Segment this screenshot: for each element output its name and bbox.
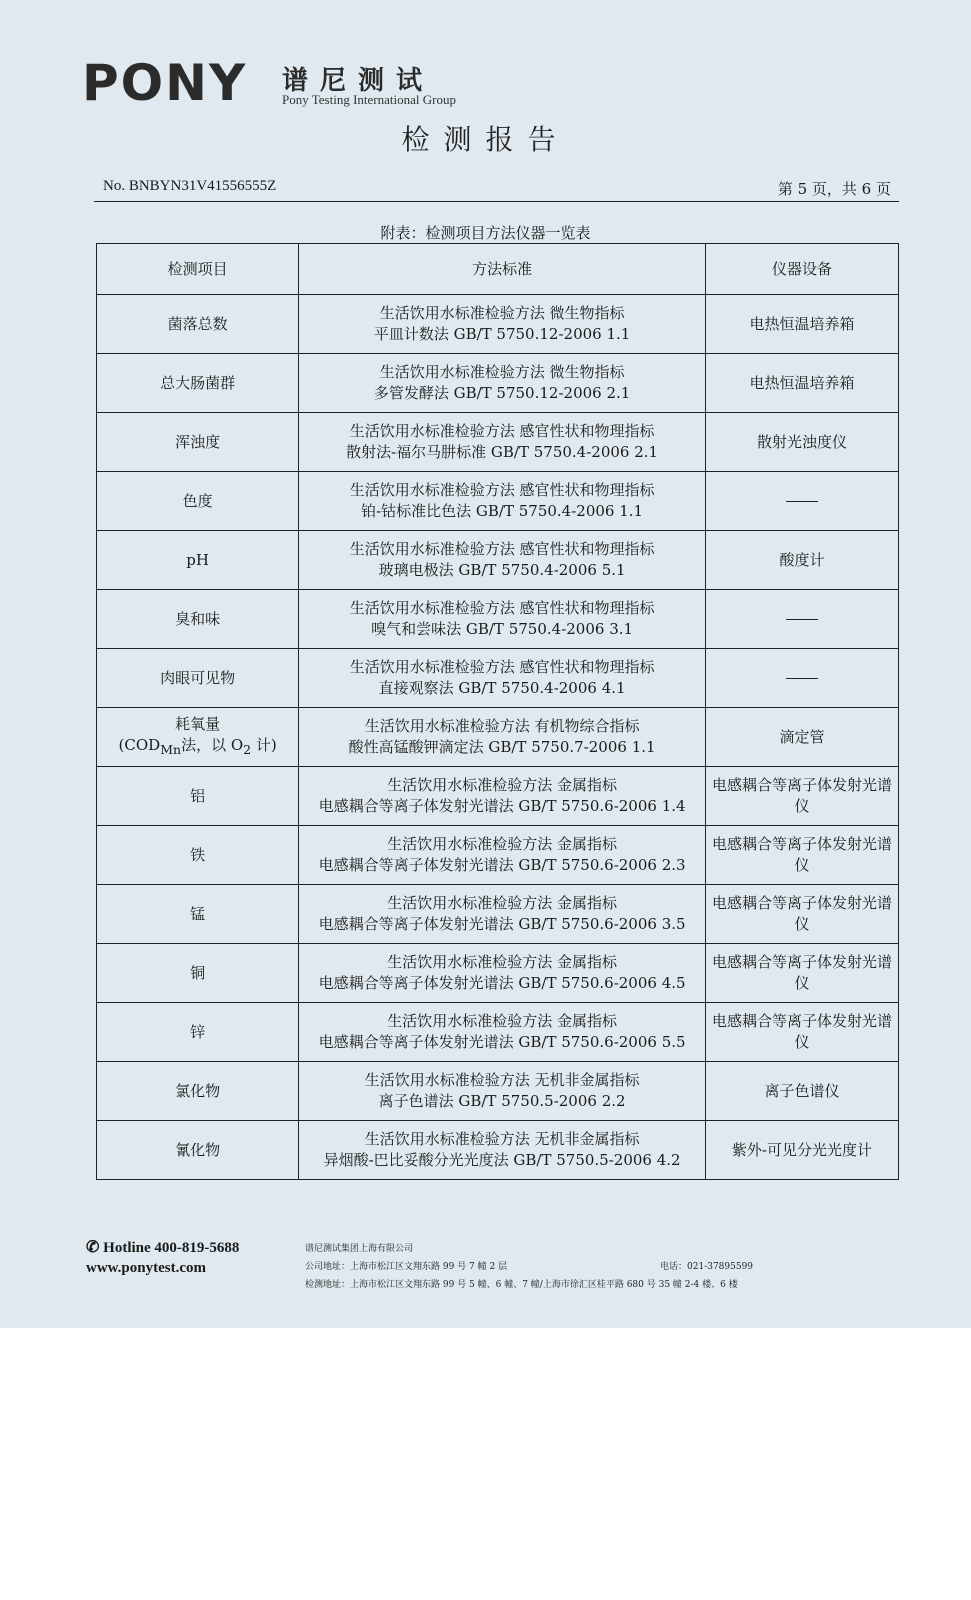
method-standard: 生活饮用水标准检验方法 金属指标 电感耦合等离子体发射光谱法 GB/T 5750.6-2006 4.5 [299,944,706,1003]
instrument: 散射光浊度仪 [705,413,898,472]
table-row [97,1003,899,1062]
method-standard: 生活饮用水标准检验方法 金属指标 电感耦合等离子体发射光谱法 GB/T 5750.6-2006 3.5 [299,885,706,944]
table-caption: 附表：检测项目方法仪器一览表 [380,224,591,242]
table-row [97,295,899,354]
method-standard: 生活饮用水标准检验方法 感官性状和物理指标 嗅气和尝味法 GB/T 5750.4-2006 3.1 [299,590,706,649]
table-header-row [97,244,899,295]
test-item: 肉眼可见物 [97,649,299,708]
method-instrument-table [96,243,899,1180]
instrument: 电感耦合等离子体发射光谱仪 [705,767,898,826]
method-standard: 生活饮用水标准检验方法 感官性状和物理指标 玻璃电极法 GB/T 5750.4-2006 5.1 [299,531,706,590]
test-item: 浑浊度 [97,413,299,472]
company-phone: 电话：021-37895599 [660,1262,754,1272]
test-item: 氯化物 [97,1062,299,1121]
method-standard: 生活饮用水标准检验方法 微生物指标 多管发酵法 GB/T 5750.12-2006 2.1 [299,354,706,413]
instrument-not-applicable [705,649,898,708]
table-row [97,944,899,1003]
company-name: 谱尼测试集团上海有限公司 [305,1244,414,1254]
instrument: 电感耦合等离子体发射光谱仪 [705,1003,898,1062]
test-item: pH [97,531,299,590]
method-standard: 生活饮用水标准检验方法 感官性状和物理指标 直接观察法 GB/T 5750.4-2006 4.1 [299,649,706,708]
footer-contact [86,1238,239,1278]
method-standard: 生活饮用水标准检验方法 无机非金属指标 异烟酸-巴比妥酸分光光度法 GB/T 5750.5-2006 4.2 [299,1121,706,1180]
table-row [97,649,899,708]
test-item: 锌 [97,1003,299,1062]
footer-company-info [305,1240,865,1294]
column-header-method: 方法标准 [299,244,706,295]
test-item: 臭和味 [97,590,299,649]
table-row [97,1062,899,1121]
table-row [97,531,899,590]
dash-mark [786,678,818,679]
instrument: 酸度计 [705,531,898,590]
instrument: 电感耦合等离子体发射光谱仪 [705,826,898,885]
table-row [97,413,899,472]
table-row [97,472,899,531]
logo-wordmark: PONY [82,54,248,112]
report-number: No. BNBYN31V41556555Z [103,178,277,194]
instrument: 电热恒温培养箱 [705,295,898,354]
logo-english-name: Pony Testing International Group [282,92,456,107]
page-indicator: 第 5 页，共 6 页 [777,180,891,198]
instrument: 电热恒温培养箱 [705,354,898,413]
company-address: 公司地址：上海市松江区文翔东路 99 号 7 幢 2 层 [305,1262,508,1272]
header-divider [94,201,899,202]
instrument: 电感耦合等离子体发射光谱仪 [705,944,898,1003]
instrument: 紫外-可见分光光度计 [705,1121,898,1180]
test-item: 菌落总数 [97,295,299,354]
instrument: 滴定管 [705,708,898,767]
method-standard: 生活饮用水标准检验方法 感官性状和物理指标 铂-钴标准比色法 GB/T 5750.4-2006 1.1 [299,472,706,531]
instrument-not-applicable [705,472,898,531]
test-item: 色度 [97,472,299,531]
test-item: 耗氧量 ($COD_{Mn}$法，以 $O_2$ 计) [97,708,299,767]
instrument: 离子色谱仪 [705,1062,898,1121]
website-link[interactable]: www.ponytest.com [86,1260,206,1276]
method-standard: 生活饮用水标准检验方法 金属指标 电感耦合等离子体发射光谱法 GB/T 5750.6-2006 2.3 [299,826,706,885]
table-row [97,767,899,826]
hotline: ✆ Hotline 400-819-5688 [86,1239,240,1256]
table-row [97,590,899,649]
method-standard: 生活饮用水标准检验方法 金属指标 电感耦合等离子体发射光谱法 GB/T 5750.6-2006 5.5 [299,1003,706,1062]
method-standard: 生活饮用水标准检验方法 无机非金属指标 离子色谱法 GB/T 5750.5-2006 2.2 [299,1062,706,1121]
test-item: 总大肠菌群 [97,354,299,413]
method-standard: 生活饮用水标准检验方法 微生物指标 平皿计数法 GB/T 5750.12-2006 1.1 [299,295,706,354]
table-row [97,1121,899,1180]
test-item: 氰化物 [97,1121,299,1180]
report-title: 检测报告 [401,123,570,156]
test-item: 铜 [97,944,299,1003]
column-header-instrument: 仪器设备 [705,244,898,295]
method-standard: 生活饮用水标准检验方法 感官性状和物理指标 散射法-福尔马肼标准 GB/T 5750.4-2006 2.1 [299,413,706,472]
address-line [305,1258,865,1276]
test-item: 铝 [97,767,299,826]
logo-chinese-name: 谱尼测试 [282,66,435,96]
phone-icon: ✆ [86,1239,100,1256]
method-standard: 生活饮用水标准检验方法 有机物综合指标 酸性高锰酸钾滴定法 GB/T 5750.7-2006 1.1 [299,708,706,767]
test-item: 锰 [97,885,299,944]
instrument: 电感耦合等离子体发射光谱仪 [705,885,898,944]
method-standard: 生活饮用水标准检验方法 金属指标 电感耦合等离子体发射光谱法 GB/T 5750.6-2006 1.4 [299,767,706,826]
dash-mark [786,619,818,620]
table-row [97,354,899,413]
lab-address: 检测地址：上海市松江区文翔东路 99 号 5 幢、6 幢、7 幢/上海市徐汇区桂平路 680 号 35 幢 2-4 楼、6 楼 [305,1280,738,1290]
instrument-not-applicable [705,590,898,649]
test-item: 铁 [97,826,299,885]
column-header-item: 检测项目 [97,244,299,295]
dash-mark [786,501,818,502]
table-row [97,885,899,944]
table-row [97,826,899,885]
table-row [97,708,899,767]
